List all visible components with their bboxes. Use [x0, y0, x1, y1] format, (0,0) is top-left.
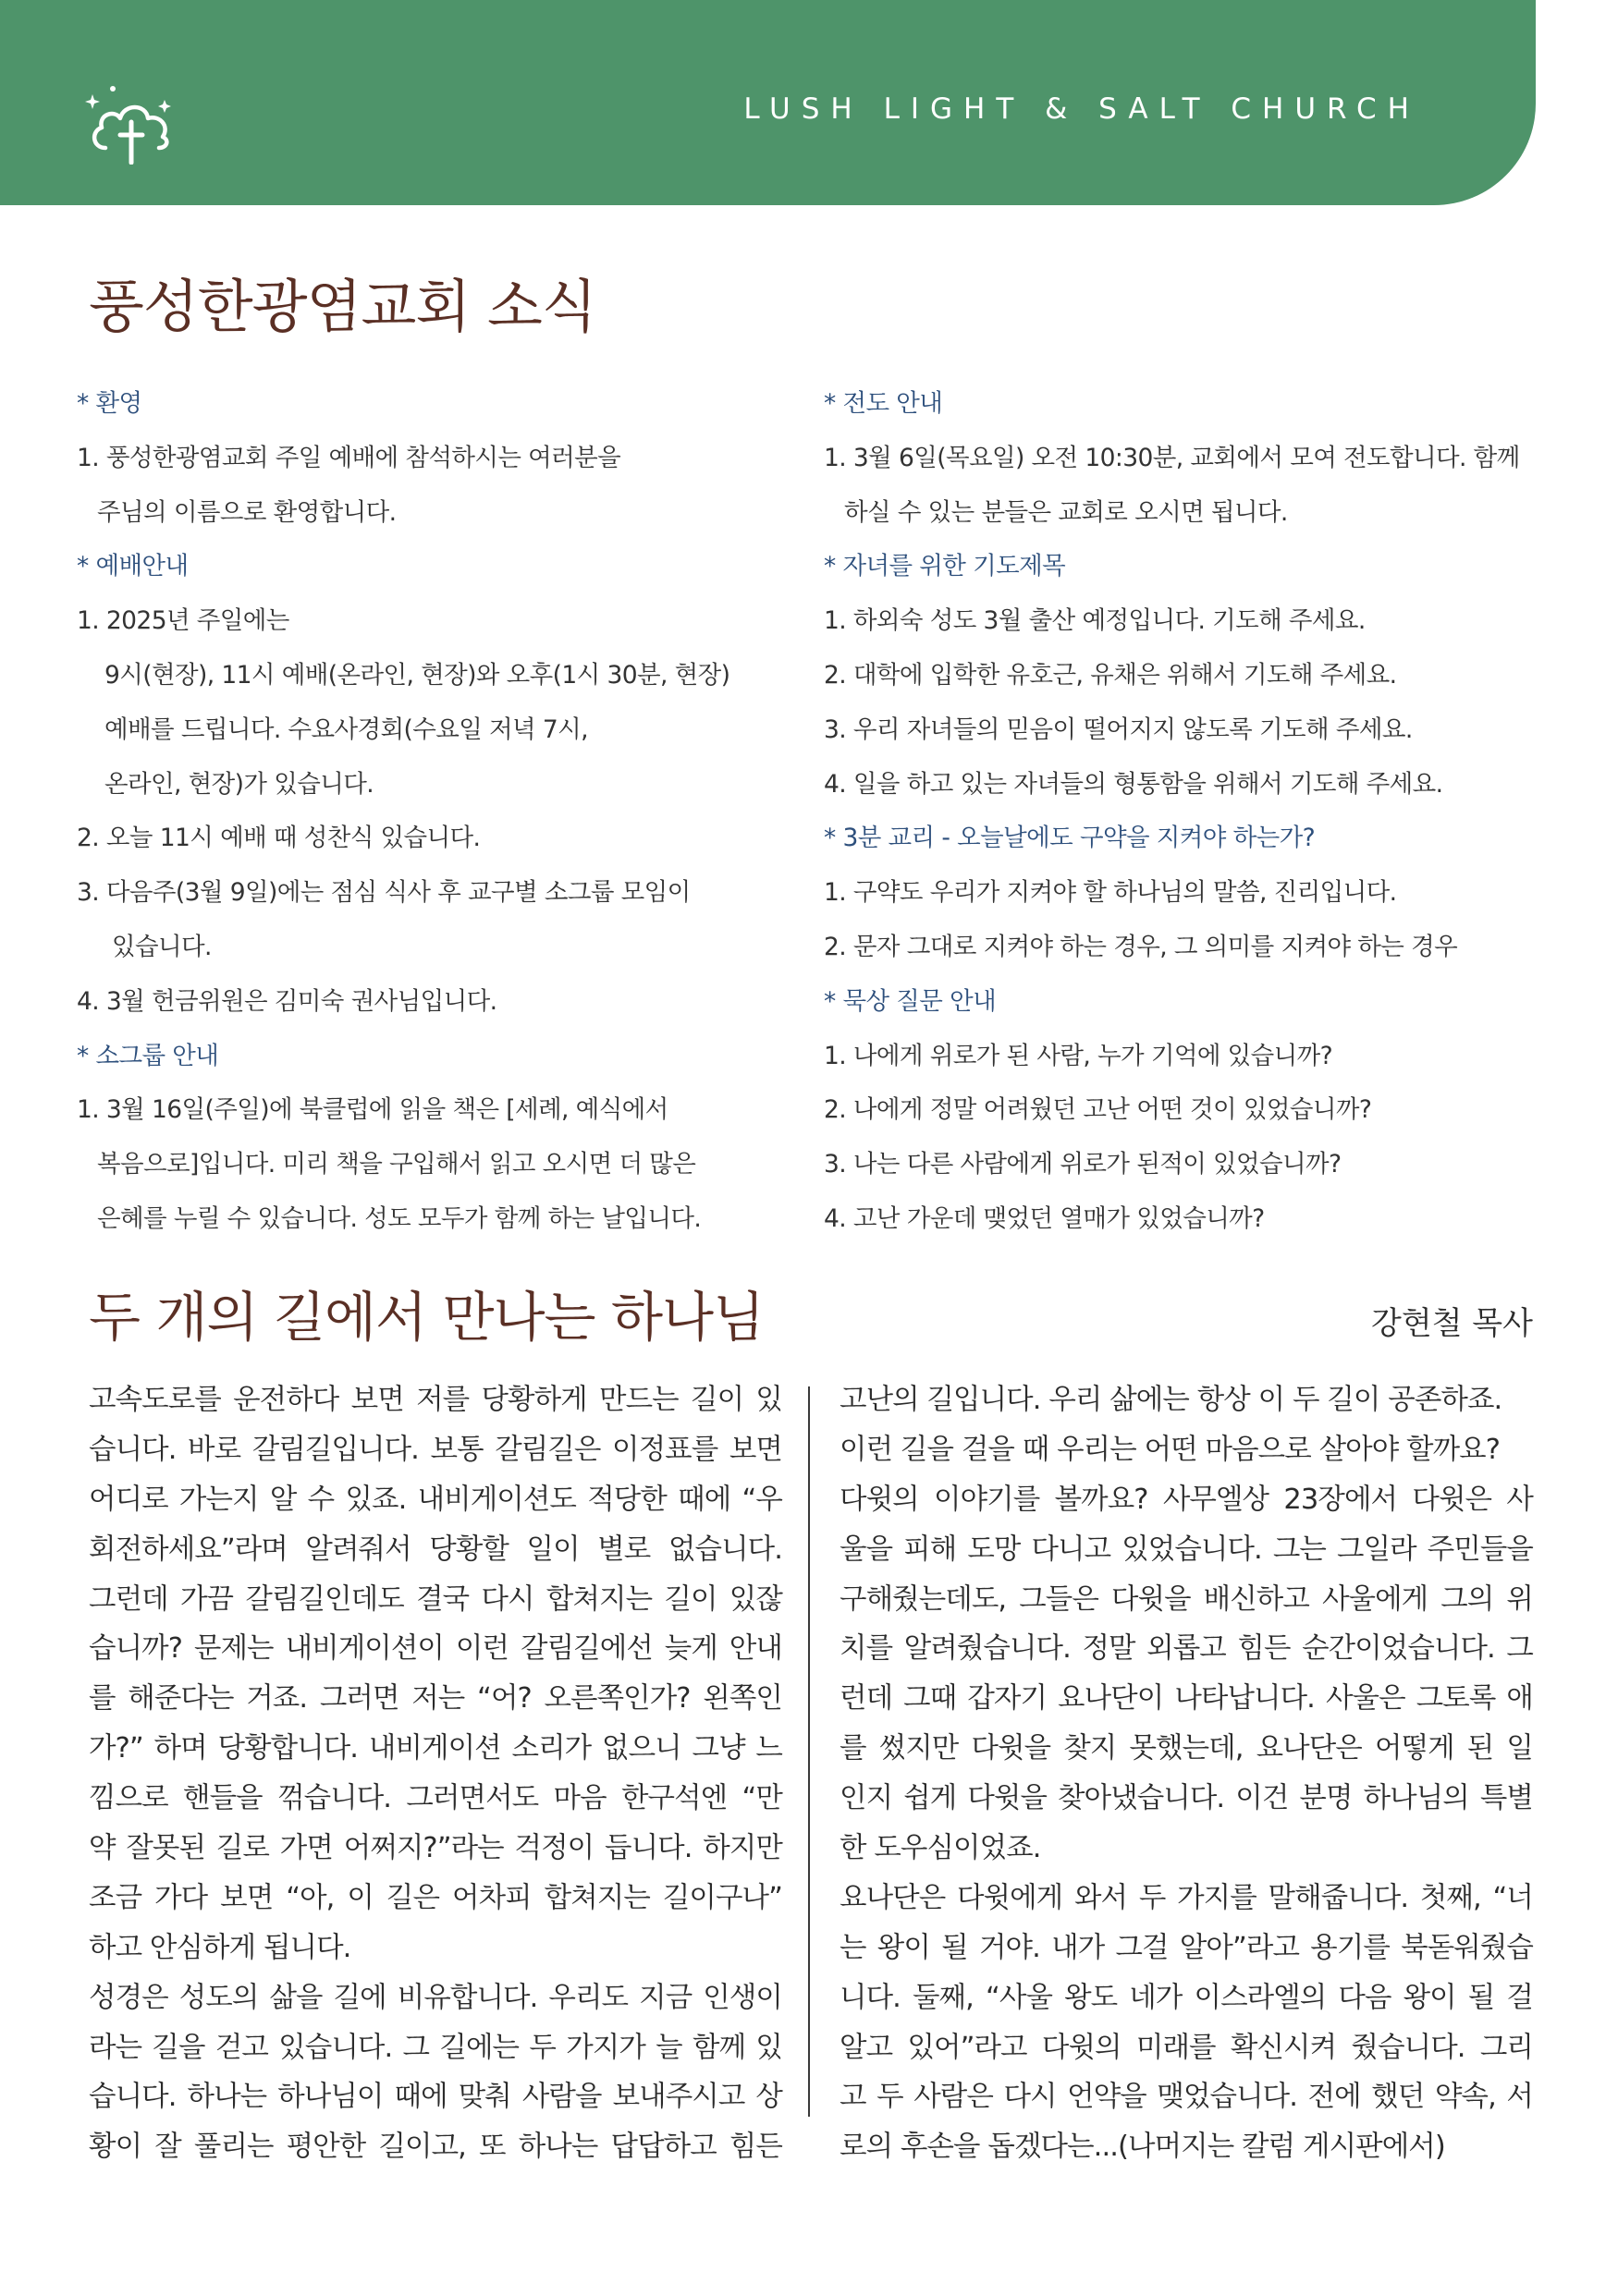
news-line: 9시(현장), 11시 예배(온라인, 현장)와 오후(1시 30분, 현장)	[104, 660, 730, 690]
news-section-heading: * 예배안내	[77, 552, 189, 581]
header-band	[0, 0, 1536, 205]
column-text-line: 가?” 하며 당황합니다. 내비게이션 소리가 없으니 그냥 느	[89, 1732, 782, 1765]
news-line: 3. 다음주(3월 9일)에는 점심 식사 후 교구별 소그룹 모임이	[77, 878, 691, 908]
column-text-line: 그런데 가끔 갈림길인데도 결국 다시 합쳐지는 길이 있잖	[89, 1582, 782, 1616]
column-title: 두 개의 길에서 만나는 하나님	[89, 1286, 765, 1349]
news-section-heading: * 3분 교리 - 오늘날에도 구약을 지켜야 하는가?	[824, 824, 1316, 853]
column-text-line: 치를 알려줬습니다. 정말 외롭고 힘든 순간이었습니다. 그	[840, 1632, 1533, 1666]
column-text-line: 알고 있어”라고 다윗의 미래를 확신시켜 줬습니다. 그리	[840, 2031, 1533, 2064]
column-text-right	[840, 1375, 1533, 2172]
column-text-line: 를 썼지만 다윗을 찾지 못했는데, 요나단은 어떻게 된 일	[840, 1732, 1533, 1765]
column-text-line: 습니다. 하나는 하나님이 때에 맞춰 사람을 보내주시고 상	[89, 2081, 782, 2114]
news-line: 은혜를 누릴 수 있습니다. 성도 모두가 함께 하는 날입니다.	[97, 1203, 702, 1233]
news-section-heading: * 환영	[77, 389, 142, 418]
news-line: 1. 3월 16일(주일)에 북클럽에 읽을 책은 [세례, 예식에서	[77, 1095, 668, 1125]
news-line: 1. 풍성한광염교회 주일 예배에 참석하시는 여러분을	[77, 443, 621, 472]
news-line: 4. 일을 하고 있는 자녀들의 형통함을 위해서 기도해 주세요.	[824, 769, 1443, 799]
news-section-heading: * 자녀를 위한 기도제목	[824, 552, 1066, 581]
column-text-line: 인지 쉽게 다윗을 찾아냈습니다. 이건 분명 하나님의 특별	[840, 1782, 1533, 1815]
news-line: 2. 오늘 11시 예배 때 성찬식 있습니다.	[77, 824, 481, 853]
column-text-left	[89, 1375, 782, 2172]
news-line: 1. 나에게 위로가 된 사람, 누가 기억에 있습니까?	[824, 1041, 1333, 1070]
news-line: 2. 문자 그대로 지켜야 하는 경우, 그 의미를 지켜야 하는 경우	[824, 932, 1458, 961]
column-text-line: 울을 피해 도망 다니고 있었습니다. 그는 그일라 주민들을	[840, 1533, 1533, 1566]
news-section-heading: * 소그룹 안내	[77, 1041, 219, 1070]
news-left-column	[77, 377, 779, 1247]
church-name: LUSH LIGHT & SALT CHURCH	[743, 92, 1420, 126]
column-text-line: 성경은 성도의 삶을 길에 비유합니다. 우리도 지금 인생이	[89, 1981, 782, 2014]
news-line: 1. 구약도 우리가 지켜야 할 하나님의 말씀, 진리입니다.	[824, 878, 1397, 908]
column-divider	[808, 1386, 810, 2117]
news-line: 예배를 드립니다. 수요사경회(수요일 저녁 7시,	[104, 714, 588, 744]
column-text-line: 어디로 가는지 알 수 있죠. 내비게이션도 적당한 때에 “우	[89, 1483, 782, 1516]
cloud-cross-icon	[85, 81, 178, 165]
column-text-line: 습니다. 바로 갈림길입니다. 보통 갈림길은 이정표를 보면	[89, 1433, 782, 1466]
column-text-line: 고속도로를 운전하다 보면 저를 당황하게 만드는 길이 있	[89, 1384, 782, 1416]
column-author: 강현철 목사	[1370, 1305, 1533, 1342]
column-text-line: 고난의 길입니다. 우리 삶에는 항상 이 두 길이 공존하죠.	[840, 1384, 1502, 1416]
column-text-line: 습니까? 문제는 내비게이션이 이런 갈림길에선 늦게 안내	[89, 1632, 782, 1666]
news-line: 4. 고난 가운데 맺었던 열매가 있었습니까?	[824, 1203, 1265, 1233]
column-text-line: 낌으로 핸들을 꺾습니다. 그러면서도 마음 한구석엔 “만	[89, 1782, 782, 1815]
column-text-line: 요나단은 다윗에게 와서 두 가지를 말해줍니다. 첫째, “너	[840, 1881, 1533, 1914]
news-line: 1. 2025년 주일에는	[77, 606, 289, 636]
news-line: 하실 수 있는 분들은 교회로 오시면 됩니다.	[844, 497, 1288, 527]
column-text-line: 구해줬는데도, 그들은 다윗을 배신하고 사울에게 그의 위	[840, 1582, 1533, 1616]
column-text-line: 런데 그때 갑자기 요나단이 나타납니다. 사울은 그토록 애	[840, 1682, 1533, 1716]
column-text-line: 라는 길을 걷고 있습니다. 그 길에는 두 가지가 늘 함께 있	[89, 2031, 782, 2064]
column-text-line: 조금 가다 보면 “아, 이 길은 어차피 합쳐지는 길이구나”	[89, 1881, 782, 1914]
news-title: 풍성한광염교회 소식	[89, 273, 596, 340]
column-text-line: 를 해준다는 거죠. 그러면 저는 “어? 오른쪽인가? 왼쪽인	[89, 1682, 782, 1716]
news-line: 1. 하외숙 성도 3월 출산 예정입니다. 기도해 주세요.	[824, 606, 1366, 636]
news-line: 3. 우리 자녀들의 믿음이 떨어지지 않도록 기도해 주세요.	[824, 714, 1413, 744]
column-text-line: 고 두 사람은 다시 언약을 맺었습니다. 전에 했던 약속, 서	[840, 2081, 1533, 2114]
news-line: 3. 나는 다른 사람에게 위로가 된적이 있었습니까?	[824, 1150, 1342, 1179]
column-text-line: 로의 후손을 돕겠다는...(나머지는 칼럼 게시판에서)	[840, 2131, 1445, 2164]
column-text-line: 이런 길을 걸을 때 우리는 어떤 마음으로 살아야 할까요?	[840, 1433, 1501, 1466]
column-text-line: 니다. 둘째, “사울 왕도 네가 이스라엘의 다음 왕이 될 걸	[840, 1981, 1533, 2014]
news-section-heading: * 묵상 질문 안내	[824, 986, 997, 1016]
news-line: 주님의 이름으로 환영합니다.	[97, 497, 397, 527]
news-line: 2. 나에게 정말 어려웠던 고난 어떤 것이 있었습니까?	[824, 1095, 1372, 1125]
column-text-line: 는 왕이 될 거야. 내가 그걸 알아”라고 용기를 북돋워줬습	[840, 1931, 1533, 1964]
column-text-line: 한 도우심이었죠.	[840, 1832, 1041, 1865]
news-line: 있습니다.	[112, 932, 212, 961]
news-line: 2. 대학에 입학한 유호근, 유채은 위해서 기도해 주세요.	[824, 660, 1397, 690]
column-text-line: 다윗의 이야기를 볼까요? 사무엘상 23장에서 다윗은 사	[840, 1483, 1533, 1516]
column-text-line: 황이 잘 풀리는 평안한 길이고, 또 하나는 답답하고 힘든	[89, 2131, 782, 2164]
news-right-column	[824, 377, 1554, 1247]
news-line: 복음으로]입니다. 미리 책을 구입해서 읽고 오시면 더 많은	[97, 1150, 696, 1179]
news-line: 1. 3월 6일(목요일) 오전 10:30분, 교회에서 모여 전도합니다. 함께	[824, 443, 1520, 472]
column-text-line: 회전하세요”라며 알려줘서 당황할 일이 별로 없습니다.	[89, 1533, 782, 1566]
news-line: 온라인, 현장)가 있습니다.	[104, 769, 374, 799]
news-line: 4. 3월 헌금위원은 김미숙 권사님입니다.	[77, 986, 497, 1016]
column-text-line: 약 잘못된 길로 가면 어쩌지?”라는 걱정이 듭니다. 하지만	[89, 1832, 782, 1865]
news-section-heading: * 전도 안내	[824, 389, 943, 418]
column-text-line: 하고 안심하게 됩니다.	[89, 1931, 351, 1964]
